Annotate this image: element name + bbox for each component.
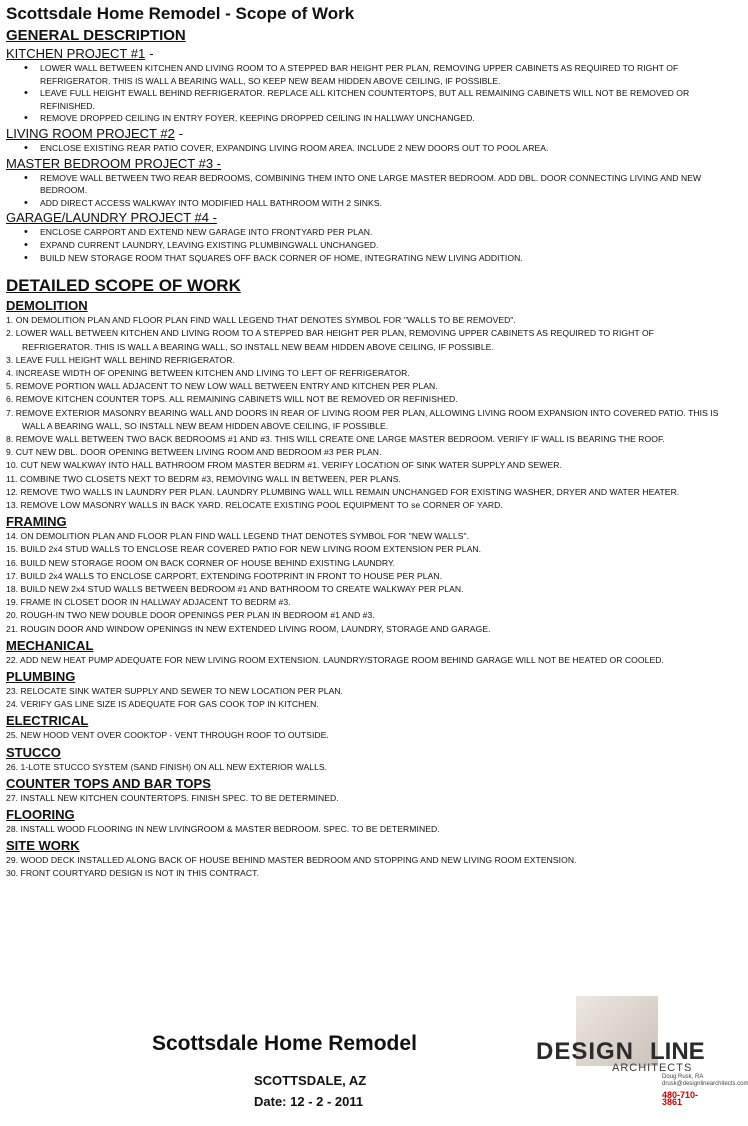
scope-item: 12. REMOVE TWO WALLS IN LAUNDRY PER PLAN. LAUNDRY PLUMBING WALL WILL REMAIN UNCHANGED FOR EXISTING WASHER, DRYER AND WATER HEATER. bbox=[6, 486, 680, 497]
bullet-item: • EXPAND CURRENT LAUNDRY, LEAVING EXISTING PLUMBINGWALL UNCHANGED. bbox=[40, 239, 722, 252]
scope-item: 3. LEAVE FULL HEIGHT WALL BEHIND REFRIGERATOR. bbox=[6, 354, 235, 365]
bullet-item: • ADD DIRECT ACCESS WALKWAY INTO MODIFIED HALL BATHROOM WITH 2 SINKS. bbox=[40, 197, 722, 210]
scope-item: 23. RELOCATE SINK WATER SUPPLY AND SEWER TO NEW LOCATION PER PLAN. bbox=[6, 686, 344, 696]
section-heading: PLUMBING bbox=[6, 669, 76, 684]
footer-date: Date: 12 - 2 - 2011 bbox=[254, 1094, 364, 1109]
scope-item: 14. ON DEMOLITION PLAN AND FLOOR PLAN FIND WALL LEGEND THAT DENOTES SYMBOL FOR "NEW WALLS". bbox=[6, 531, 470, 542]
footer-city: SCOTTSDALE, AZ bbox=[254, 1073, 367, 1088]
project-title: MASTER BEDROOM PROJECT #3 - bbox=[6, 155, 222, 171]
scope-item: 22. ADD NEW HEAT PUMP ADEQUATE FOR NEW LIVING ROOM EXTENSION. LAUNDRY/STORAGE ROOM BEHIND GARAGE WILL NOT BE HEATED OR COOLED. bbox=[6, 654, 664, 665]
detailed-scope-heading: DETAILED SCOPE OF WORK bbox=[6, 276, 241, 296]
bullet-item: • BUILD NEW STORAGE ROOM THAT SQUARES OFF BACK CORNER OF HOME, INTEGRATING NEW LIVING ADDITION. bbox=[40, 252, 722, 265]
scope-item: 28. INSTALL WOOD FLOORING IN NEW LIVINGROOM & MASTER BEDROOM. SPEC. TO BE DETERMINED. bbox=[6, 824, 440, 835]
scope-item: 18. BUILD NEW 2x4 STUD WALLS BETWEEN BEDROOM #1 AND BATHROOM TO CREATE WALKWAY PER PLAN. bbox=[6, 583, 464, 594]
scope-item: 16. BUILD NEW STORAGE ROOM ON BACK CORNER OF HOUSE BEHIND EXISTING LAUNDRY. bbox=[6, 557, 396, 568]
section-heading: MECHANICAL bbox=[6, 637, 94, 653]
scope-item: 7. REMOVE EXTERIOR MASONRY BEARING WALL AND DOORS IN REAR OF LIVING ROOM PER PLAN, ALLOWING LIVING ROOM EXPANSION INTO COVERED PATIO. THIS IS WALL A BEARING WALL, SO INSTALL NEW BEAM HIDDEN ABOVE CEILING, IF POSSIBLE. bbox=[6, 407, 719, 431]
scope-item: 8. REMOVE WALL BETWEEN TWO BACK BEDROOMS #1 AND #3. THIS WILL CREATE ONE LARGE MASTER BEDROOM. VERIFY IF WALL IS BEARING THE ROOF. bbox=[6, 433, 665, 444]
section-items bbox=[6, 530, 722, 636]
general-description-heading: GENERAL DESCRIPTION bbox=[6, 27, 186, 44]
section-heading: SITE WORK bbox=[6, 838, 80, 854]
scope-item: 27. INSTALL NEW KITCHEN COUNTERTOPS. FINISH SPEC. TO BE DETERMINED. bbox=[6, 792, 339, 803]
logo-word-design: DESIGN bbox=[536, 1038, 635, 1065]
business-card bbox=[662, 1074, 748, 1118]
scope-item: 2. LOWER WALL BETWEEN KITCHEN AND LIVING ROOM TO A STEPPED BAR HEIGHT PER PLAN, REMOVING UPPER CABINETS AS REQUIRED TO RIGHT OF REFRIGERATOR. THIS IS WALL A BEARING WALL, SO INSTALL NEW BEAM HIDDEN ABOVE CEILING, IF POSSIBLE. bbox=[6, 328, 654, 352]
project-bullets bbox=[6, 172, 722, 210]
scope-item: 9. CUT NEW DBL. DOOR OPENING BETWEEN LIVING ROOM AND BEDROOM #3 PER PLAN. bbox=[6, 447, 382, 458]
scope-item: 11. COMBINE TWO CLOSETS NEXT TO BEDRM #3, REMOVING WALL IN BETWEEN, PER PLANS. bbox=[6, 473, 401, 484]
section-heading: FRAMING bbox=[6, 514, 67, 530]
project-heading bbox=[6, 126, 722, 142]
project-title: GARAGE/LAUNDRY PROJECT #4 - bbox=[6, 210, 217, 226]
scope-item: 26. 1-LOTE STUCCO SYSTEM (SAND FINISH) ON ALL NEW EXTERIOR WALLS. bbox=[6, 761, 328, 772]
project-heading bbox=[6, 210, 722, 226]
project-bullets bbox=[6, 142, 722, 155]
scope-item: 29. WOOD DECK INSTALLED ALONG BACK OF HOUSE BEHIND MASTER BEDROOM AND STOPPING AND NEW LIVING ROOM EXTENSION. bbox=[6, 855, 577, 866]
section-items bbox=[6, 761, 722, 774]
card-name: Doug Rusk, RA bbox=[662, 1074, 704, 1080]
section-items bbox=[6, 823, 722, 836]
design-line-logo bbox=[532, 996, 748, 1122]
section-items bbox=[6, 654, 722, 667]
bullet-item: • REMOVE DROPPED CEILING IN ENTRY FOYER, KEEPING DROPPED CEILING IN HALLWAY UNCHANGED. bbox=[40, 112, 722, 125]
card-phone: 480-710-3861 bbox=[662, 1090, 699, 1107]
project-title: LIVING ROOM PROJECT #2 bbox=[6, 125, 175, 141]
scope-item: 20. ROUGH-IN TWO NEW DOUBLE DOOR OPENINGS PER PLAN IN BEDROOM #1 AND #3. bbox=[6, 610, 375, 621]
bullet-item: • LEAVE FULL HEIGHT EWALL BEHIND REFRIGERATOR. REPLACE ALL KITCHEN COUNTERTOPS, BUT ALL REMAINING CABINETS WILL NOT BE REMOVED OR REFINISHED. bbox=[40, 87, 722, 112]
project-suffix: - bbox=[149, 46, 154, 61]
scope-item: 21. ROUGIN DOOR AND WINDOW OPENINGS IN NEW EXTENDED LIVING ROOM, LAUNDRY, STORAGE AND GARAGE. bbox=[6, 623, 491, 634]
scope-item: 19. FRAME IN CLOSET DOOR IN HALLWAY ADJACENT TO BEDRM #3. bbox=[6, 597, 291, 608]
logo-word-architects: ARCHITECTS bbox=[612, 1062, 693, 1074]
document-title: Scottsdale Home Remodel - Scope of Work bbox=[6, 4, 355, 23]
scope-item: 10. CUT NEW WALKWAY INTO HALL BATHROOM FROM MASTER BEDRM #1. VERIFY LOCATION OF SINK WATER SUPPLY AND SEWER. bbox=[6, 460, 562, 471]
scope-item: 6. REMOVE KITCHEN COUNTER TOPS. ALL REMAINING CABINETS WILL NOT BE REMOVED OR REFINISHED. bbox=[6, 394, 458, 405]
scope-item: 4. INCREASE WIDTH OF OPENING BETWEEN KITCHEN AND LIVING TO LEFT OF REFRIGERATOR. bbox=[6, 367, 410, 378]
project-heading bbox=[6, 156, 722, 172]
scope-item: 17. BUILD 2x4 WALLS TO ENCLOSE CARPORT, EXTENDING FOOTPRINT IN FRONT TO HOUSE PER PLAN. bbox=[6, 570, 443, 581]
section-items bbox=[6, 792, 722, 805]
bullet-item: • REMOVE WALL BETWEEN TWO REAR BEDROOMS, COMBINING THEM INTO ONE LARGE MASTER BEDROOM. ADD DBL. DOOR CONNECTING LIVING AND NEW BEDROOM. bbox=[40, 172, 722, 197]
project-bullets bbox=[6, 62, 722, 125]
section-heading: STUCCO bbox=[6, 744, 61, 760]
section-heading: DEMOLITION bbox=[6, 298, 88, 314]
scope-item: 24. VERIFY GAS LINE SIZE IS ADEQUATE FOR GAS COOK TOP IN KITCHEN. bbox=[6, 699, 319, 710]
card-email: drusk@designlinearchitects.com bbox=[662, 1081, 748, 1087]
bullet-item: • ENCLOSE CARPORT AND EXTEND NEW GARAGE INTO FRONTYARD PER PLAN. bbox=[40, 226, 722, 239]
scope-item: 25. NEW HOOD VENT OVER COOKTOP - VENT THROUGH ROOF TO OUTSIDE. bbox=[6, 730, 329, 741]
scope-item: 15. BUILD 2x4 STUD WALLS TO ENCLOSE REAR COVERED PATIO FOR NEW LIVING ROOM EXTENSION PER PLAN. bbox=[6, 544, 482, 555]
scope-item: 13. REMOVE LOW MASONRY WALLS IN BACK YARD. RELOCATE EXISTING POOL EQUIPMENT TO se CORNER OF YARD. bbox=[6, 499, 503, 510]
logo-word-line: LINE bbox=[650, 1038, 705, 1065]
project-heading bbox=[6, 46, 722, 62]
scope-sections bbox=[6, 298, 722, 881]
scope-item: 30. FRONT COURTYARD DESIGN IS NOT IN THIS CONTRACT. bbox=[6, 868, 259, 879]
section-heading: FLOORING bbox=[6, 807, 75, 823]
bullet-item: • LOWER WALL BETWEEN KITCHEN AND LIVING ROOM TO A STEPPED BAR HEIGHT PER PLAN, REMOVING UPPER CABINETS AS REQUIRED TO RIGHT OF REFRIGERATOR. THIS IS WALL A BEARING WALL, SO KEEP NEW BEAM HIDDEN ABOVE CEILING, IF POSSIBLE. bbox=[40, 62, 722, 87]
section-heading: COUNTER TOPS AND BAR TOPS bbox=[6, 775, 211, 791]
footer-title: Scottsdale Home Remodel bbox=[152, 1032, 417, 1055]
project-title: KITCHEN PROJECT #1 bbox=[6, 46, 146, 61]
projects-list bbox=[6, 46, 722, 264]
project-bullets bbox=[6, 226, 722, 264]
scope-item: 1. ON DEMOLITION PLAN AND FLOOR PLAN FIND WALL LEGEND THAT DENOTES SYMBOL FOR "WALLS TO BE REMOVED". bbox=[6, 315, 516, 326]
section-items bbox=[6, 729, 722, 742]
section-items bbox=[6, 854, 722, 880]
section-items bbox=[6, 685, 722, 711]
section-items bbox=[6, 314, 722, 512]
bullet-item: • ENCLOSE EXISTING REAR PATIO COVER, EXPANDING LIVING ROOM AREA. INCLUDE 2 NEW DOORS OUT TO POOL AREA. bbox=[40, 142, 722, 155]
project-suffix: - bbox=[178, 125, 184, 141]
document-page bbox=[6, 4, 722, 881]
section-heading: ELECTRICAL bbox=[6, 713, 89, 729]
scope-item: 5. REMOVE PORTION WALL ADJACENT TO NEW LOW WALL BETWEEN ENTRY AND KITCHEN PER PLAN. bbox=[6, 381, 438, 392]
